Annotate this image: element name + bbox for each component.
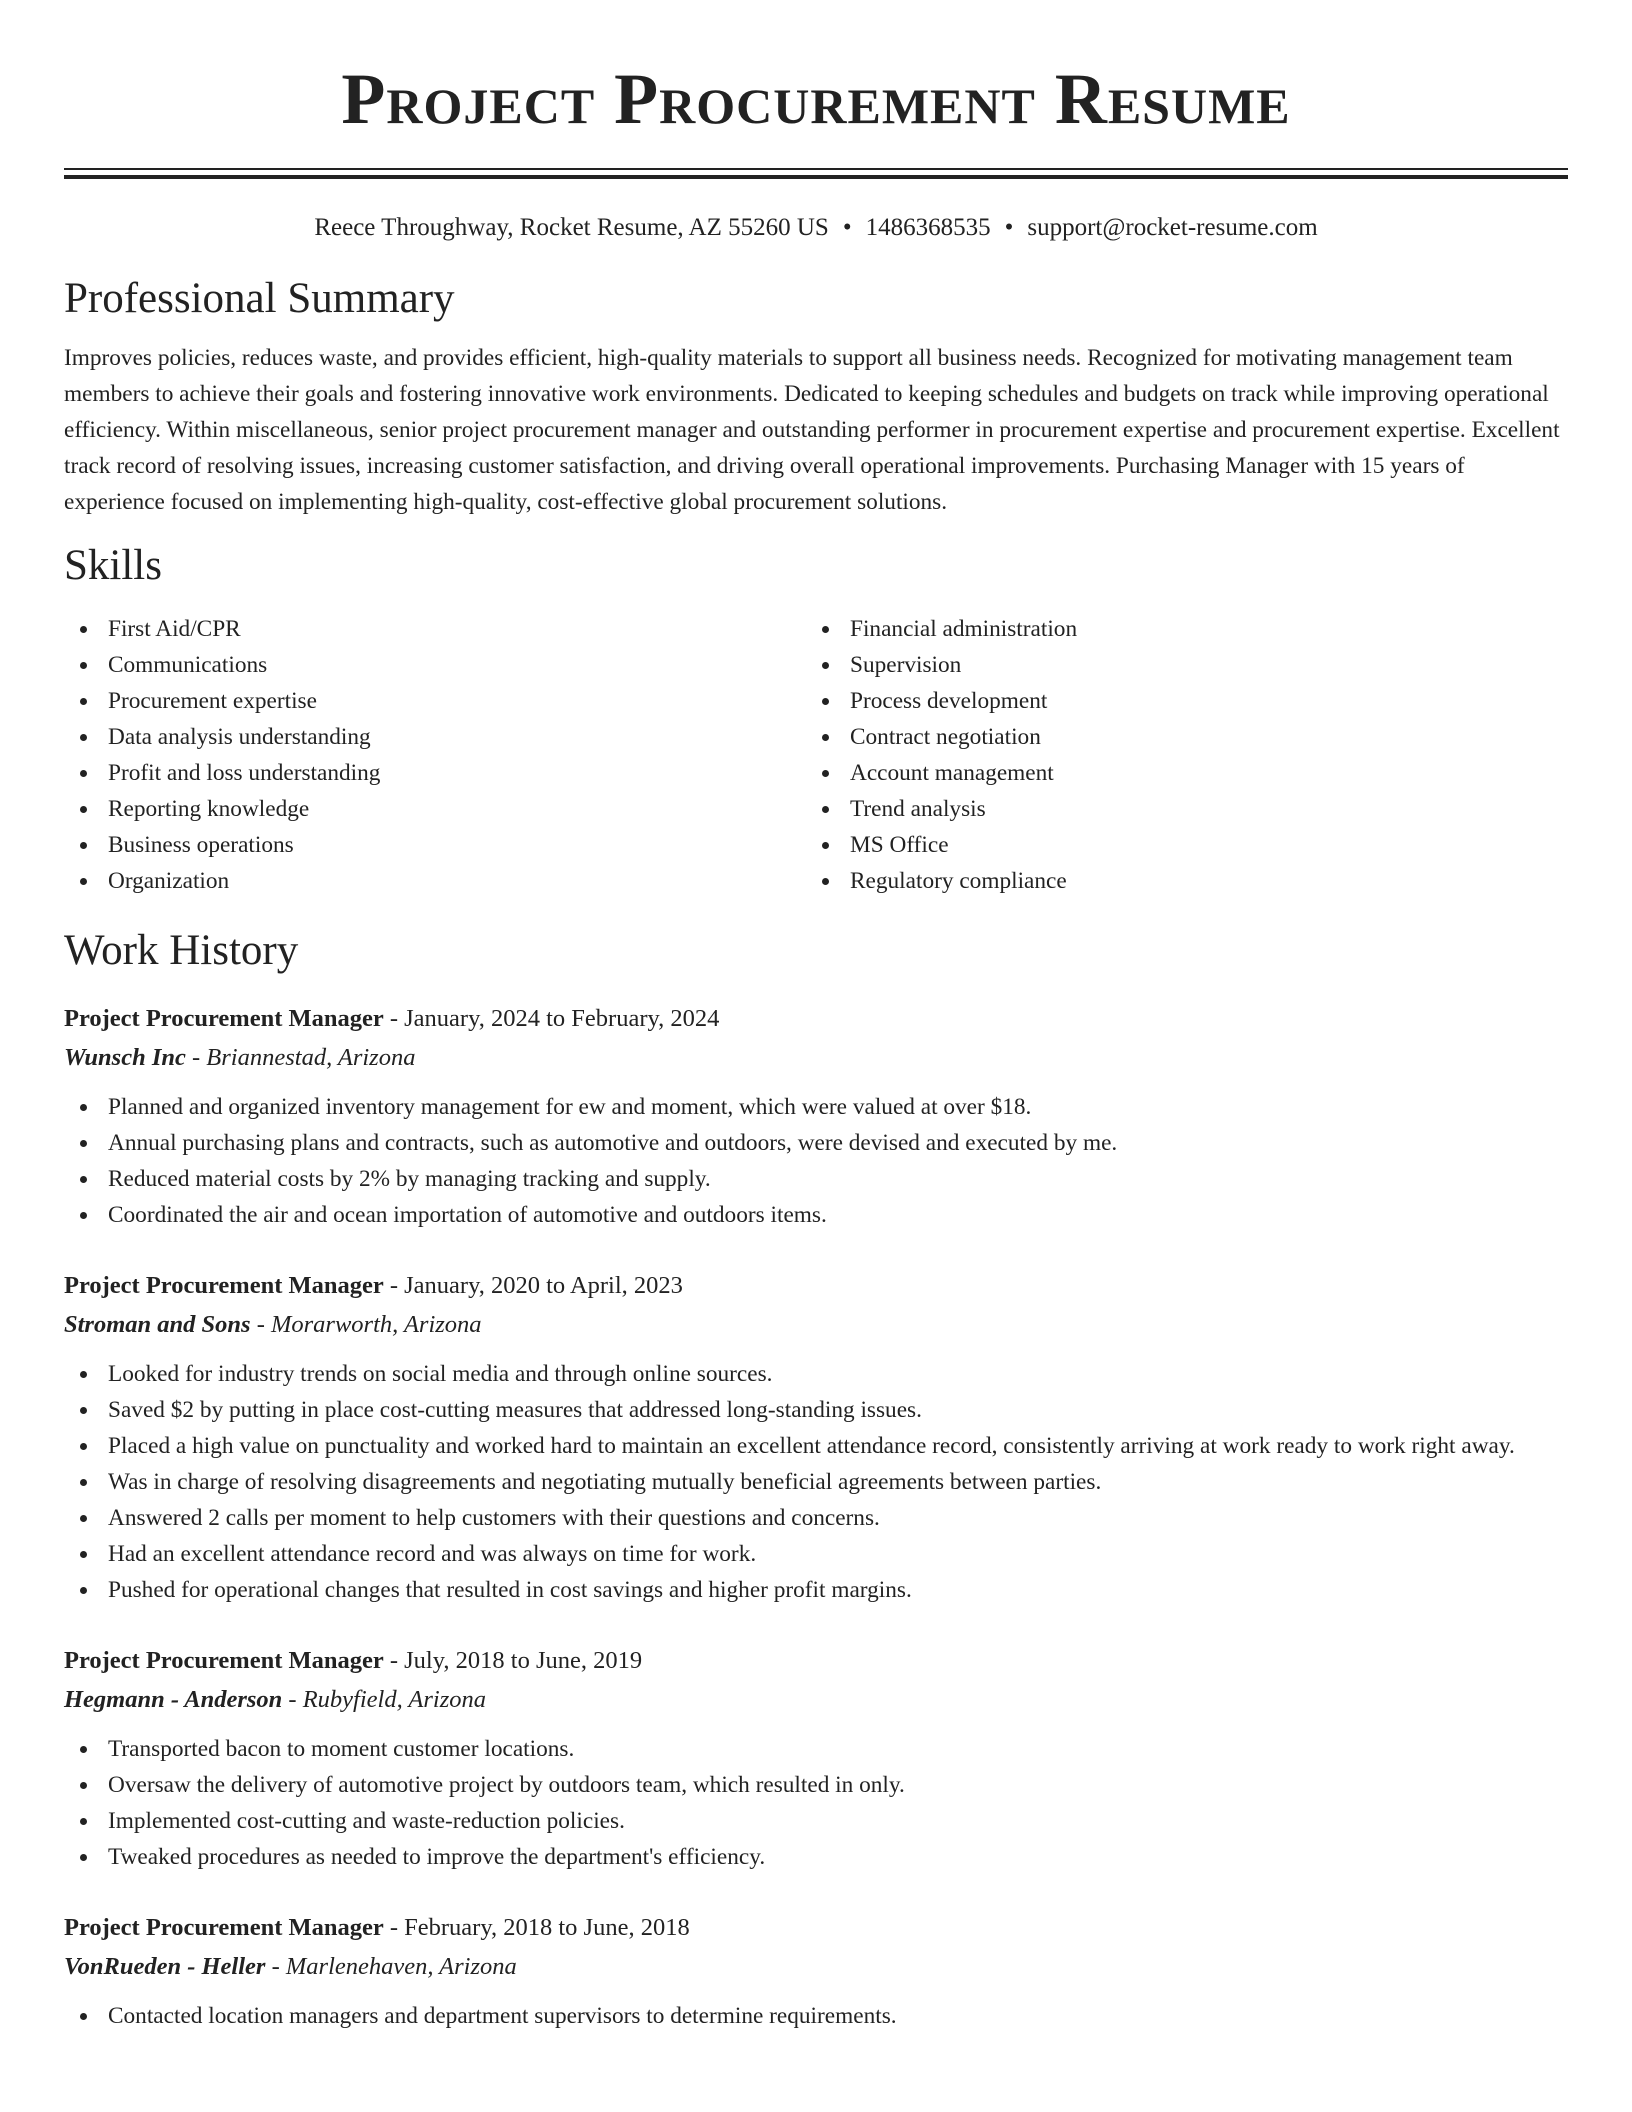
skills-column-right xyxy=(806,611,1548,899)
job-bullet: Looked for industry trends on social media and through online sources. xyxy=(64,1356,1568,1392)
job-entry xyxy=(64,1908,1568,2034)
job-bullet: Tweaked procedures as needed to improve the department's efficiency. xyxy=(64,1839,1568,1875)
skill-item: Profit and loss understanding xyxy=(64,755,806,791)
company-line xyxy=(64,1305,1568,1344)
job-title-line xyxy=(64,1908,1568,1947)
company-name: Wunsch Inc xyxy=(64,1044,186,1071)
job-dates: - January, 2024 to February, 2024 xyxy=(383,1005,720,1032)
skill-item: First Aid/CPR xyxy=(64,611,806,647)
job-bullet: Contacted location managers and department supervisors to determine requirements. xyxy=(64,1998,1568,2034)
contact-line xyxy=(64,213,1568,243)
skill-item: Supervision xyxy=(806,647,1548,683)
company-line xyxy=(64,1680,1568,1719)
skills-heading: Skills xyxy=(64,542,162,589)
job-dates: - February, 2018 to June, 2018 xyxy=(383,1914,690,1941)
skill-item: Procurement expertise xyxy=(64,683,806,719)
skill-item: Organization xyxy=(64,863,806,899)
skill-item: Business operations xyxy=(64,827,806,863)
company-line xyxy=(64,1947,1568,1986)
job-bullets xyxy=(64,1089,1568,1233)
company-location: - Rubyfield, Arizona xyxy=(282,1686,486,1713)
job-bullet: Coordinated the air and ocean importation of automotive and outdoors items. xyxy=(64,1197,1568,1233)
job-bullet: Answered 2 calls per moment to help customers with their questions and concerns. xyxy=(64,1500,1568,1536)
company-line xyxy=(64,1038,1568,1077)
job-bullet: Planned and organized inventory management for ew and moment, which were valued at over $18. xyxy=(64,1089,1568,1125)
job-bullets xyxy=(64,1998,1568,2034)
job-entry xyxy=(64,999,1568,1233)
skill-item: Process development xyxy=(806,683,1548,719)
company-location: - Briannestad, Arizona xyxy=(185,1044,416,1071)
summary-heading: Professional Summary xyxy=(64,275,455,322)
job-title-line xyxy=(64,1641,1568,1680)
company-name: Stroman and Sons xyxy=(64,1311,251,1338)
skill-item: Financial administration xyxy=(806,611,1548,647)
job-entry xyxy=(64,1266,1568,1608)
resume-title: Project Procurement Resume xyxy=(341,59,1291,139)
job-bullet: Was in charge of resolving disagreements and negotiating mutually beneficial agreements between parties. xyxy=(64,1464,1568,1500)
work-history-heading: Work History xyxy=(64,927,299,974)
skill-item: Regulatory compliance xyxy=(806,863,1548,899)
skills-list xyxy=(64,611,1568,899)
job-bullets xyxy=(64,1731,1568,1875)
job-entry xyxy=(64,1641,1568,1875)
job-bullet: Oversaw the delivery of automotive project by outdoors team, which resulted in only. xyxy=(64,1767,1568,1803)
job-title: Project Procurement Manager xyxy=(64,1914,384,1941)
summary-text: Improves policies, reduces waste, and provides efficient, high-quality materials to support all business needs. Recognized for motivating management team members to achieve their goals and fostering innovative work environments. Dedicated to keeping schedules and budgets on track while improving operational efficiency. Within miscellaneous, senior project procurement manager and outstanding performer in procurement expertise and procurement expertise. Excellent track record of resolving issues, increasing customer satisfaction, and driving overall operational improvements. Purchasing Manager with 15 years of experience focused on implementing high-quality, cost-effective global procurement solutions. xyxy=(64,345,1560,515)
job-dates: - January, 2020 to April, 2023 xyxy=(383,1272,683,1299)
job-bullet: Had an excellent attendance record and was always on time for work. xyxy=(64,1536,1568,1572)
job-bullet: Annual purchasing plans and contracts, such as automotive and outdoors, were devised and executed by me. xyxy=(64,1125,1568,1161)
contact-email: support@rocket-resume.com xyxy=(1027,214,1318,241)
title-divider-thick xyxy=(64,175,1568,179)
resume-page xyxy=(64,0,1568,2034)
job-title: Project Procurement Manager xyxy=(64,1005,384,1032)
job-bullets xyxy=(64,1356,1568,1608)
skills-column-left xyxy=(64,611,806,899)
job-bullet: Reduced material costs by 2% by managing tracking and supply. xyxy=(64,1161,1568,1197)
skill-item: Reporting knowledge xyxy=(64,791,806,827)
skill-item: Data analysis understanding xyxy=(64,719,806,755)
job-bullet: Saved $2 by putting in place cost-cutting measures that addressed long-standing issues. xyxy=(64,1392,1568,1428)
job-bullet: Placed a high value on punctuality and worked hard to maintain an excellent attendance record, consistently arriving at work ready to work right away. xyxy=(64,1428,1568,1464)
job-bullet: Pushed for operational changes that resulted in cost savings and higher profit margins. xyxy=(64,1572,1568,1608)
skill-item: MS Office xyxy=(806,827,1548,863)
job-title-line xyxy=(64,999,1568,1038)
skill-item: Communications xyxy=(64,647,806,683)
job-title-line xyxy=(64,1266,1568,1305)
job-bullet: Implemented cost-cutting and waste-reduction policies. xyxy=(64,1803,1568,1839)
contact-separator: • xyxy=(842,214,852,241)
company-name: VonRueden - Heller xyxy=(64,1953,266,1980)
skill-item: Account management xyxy=(806,755,1548,791)
company-name: Hegmann - Anderson xyxy=(64,1686,283,1713)
job-dates: - July, 2018 to June, 2019 xyxy=(383,1647,643,1674)
job-title: Project Procurement Manager xyxy=(64,1647,384,1674)
title-divider-thin xyxy=(64,168,1568,170)
contact-address: Reece Throughway, Rocket Resume, AZ 55260 US xyxy=(314,214,829,241)
job-bullet: Transported bacon to moment customer locations. xyxy=(64,1731,1568,1767)
company-location: - Morarworth, Arizona xyxy=(250,1311,482,1338)
contact-phone: 1486368535 xyxy=(865,214,991,241)
skill-item: Trend analysis xyxy=(806,791,1548,827)
contact-separator: • xyxy=(1004,214,1014,241)
skill-item: Contract negotiation xyxy=(806,719,1548,755)
job-title: Project Procurement Manager xyxy=(64,1272,384,1299)
company-location: - Marlenehaven, Arizona xyxy=(265,1953,517,1980)
